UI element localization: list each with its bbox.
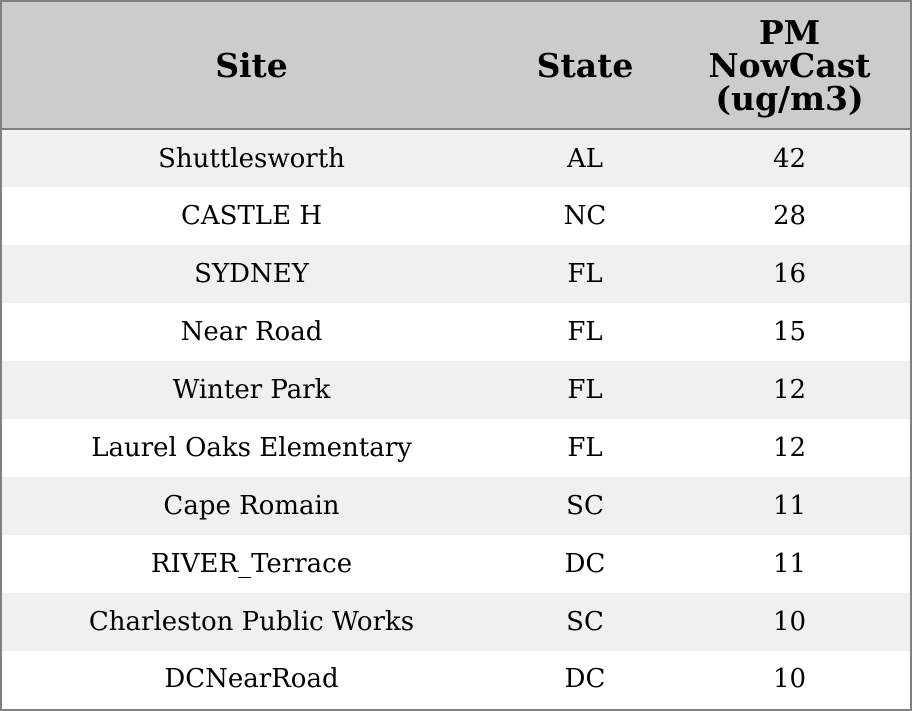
pm-cell: 10 [669, 593, 910, 651]
pm-cell: 12 [669, 361, 910, 419]
state-cell: FL [501, 245, 669, 303]
pm-cell: 28 [669, 187, 910, 245]
pm-cell: 15 [669, 303, 910, 361]
pm-cell: 12 [669, 419, 910, 477]
state-cell: DC [501, 535, 669, 593]
table-row [2, 129, 910, 187]
table-row [2, 419, 910, 477]
table-body [2, 129, 910, 707]
header-pm-line3: (ug/m3) [715, 78, 864, 118]
header-row [2, 2, 910, 129]
state-cell: DC [501, 651, 669, 707]
table-header [2, 2, 910, 129]
table-row [2, 477, 910, 535]
state-cell: FL [501, 361, 669, 419]
table-row [2, 535, 910, 593]
table-row [2, 303, 910, 361]
state-cell: AL [501, 129, 669, 187]
site-cell: Cape Romain [2, 477, 501, 535]
site-cell: SYDNEY [2, 245, 501, 303]
pm-cell: 11 [669, 535, 910, 593]
header-state: State [501, 2, 669, 129]
header-pm-nowcast [669, 2, 910, 129]
pm-cell: 11 [669, 477, 910, 535]
site-cell: Shuttlesworth [2, 129, 501, 187]
pm-cell: 16 [669, 245, 910, 303]
table-row [2, 245, 910, 303]
pm-nowcast-table [2, 2, 910, 707]
table-row [2, 651, 910, 707]
site-cell: Charleston Public Works [2, 593, 501, 651]
table-row [2, 361, 910, 419]
table-row [2, 187, 910, 245]
site-cell: CASTLE H [2, 187, 501, 245]
state-cell: NC [501, 187, 669, 245]
pm-cell: 10 [669, 651, 910, 707]
site-cell: Near Road [2, 303, 501, 361]
state-cell: SC [501, 593, 669, 651]
site-cell: Winter Park [2, 361, 501, 419]
table-row [2, 593, 910, 651]
pm-cell: 42 [669, 129, 910, 187]
site-cell: Laurel Oaks Elementary [2, 419, 501, 477]
header-pm-line1: PM [758, 12, 821, 52]
header-site: Site [2, 2, 501, 129]
site-cell: RIVER_Terrace [2, 535, 501, 593]
state-cell: FL [501, 303, 669, 361]
state-cell: FL [501, 419, 669, 477]
site-cell: DCNearRoad [2, 651, 501, 707]
header-pm-line2: NowCast [708, 45, 871, 85]
state-cell: SC [501, 477, 669, 535]
